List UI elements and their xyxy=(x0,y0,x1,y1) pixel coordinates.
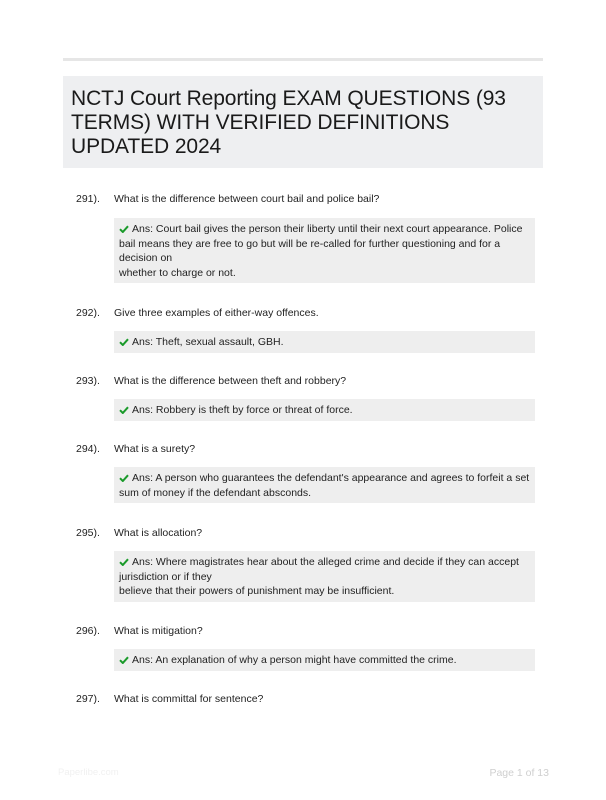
question-number: 294). xyxy=(76,443,100,455)
answer-text: Ans: A person who guarantees the defendant's appearance and agrees to forfeit a set sum of money if the defendant absconds. xyxy=(119,472,530,499)
question-number: 296). xyxy=(76,625,100,637)
question-number: 292). xyxy=(76,307,100,319)
question-text: What is allocation? xyxy=(114,527,203,539)
check-icon xyxy=(119,474,129,482)
question-text: What is the difference between theft and robbery? xyxy=(114,375,347,387)
answer-box xyxy=(114,331,535,353)
check-icon xyxy=(119,656,129,664)
question-text: What is committal for sentence? xyxy=(114,693,264,705)
footer-site: Paperlibe.com xyxy=(58,767,119,778)
answer-box xyxy=(114,551,535,602)
answer-box xyxy=(114,218,535,283)
answer-text: Ans: Theft, sexual assault, GBH. xyxy=(132,336,284,348)
check-icon xyxy=(119,558,129,566)
title-box xyxy=(63,76,543,168)
answer-box xyxy=(114,649,535,671)
question-number: 293). xyxy=(76,375,100,387)
footer-page-number: Page 1 of 13 xyxy=(489,767,549,779)
top-rule xyxy=(63,58,543,61)
answer-text-continued: believe that their powers of punishment may be insufficient. xyxy=(119,585,395,597)
question-text: Give three examples of either-way offences. xyxy=(114,307,319,319)
question-text: What is the difference between court bail and police bail? xyxy=(114,193,380,205)
answer-text: Ans: Where magistrates hear about the alleged crime and decide if they can accept jurisdiction or if they xyxy=(119,556,519,583)
answer-box xyxy=(114,399,535,421)
check-icon xyxy=(119,225,129,233)
answer-text: Ans: An explanation of why a person might have committed the crime. xyxy=(132,654,457,666)
question-number: 297). xyxy=(76,693,100,705)
answer-text: Ans: Court bail gives the person their liberty until their next court appearance. Police bail means they are free to go but will be re-called for further questioning and for a decision on xyxy=(119,223,523,264)
question-text: What is a surety? xyxy=(114,443,196,455)
check-icon xyxy=(119,406,129,414)
question-number: 295). xyxy=(76,527,100,539)
check-icon xyxy=(119,338,129,346)
question-number: 291). xyxy=(76,193,100,205)
question-text: What is mitigation? xyxy=(114,625,203,637)
answer-text: Ans: Robbery is theft by force or threat of force. xyxy=(132,404,353,416)
document-title: NCTJ Court Reporting EXAM QUESTIONS (93 TERMS) WITH VERIFIED DEFINITIONS UPDATED 2024 xyxy=(71,87,506,158)
answer-box xyxy=(114,467,535,503)
answer-text-continued: whether to charge or not. xyxy=(119,266,236,279)
